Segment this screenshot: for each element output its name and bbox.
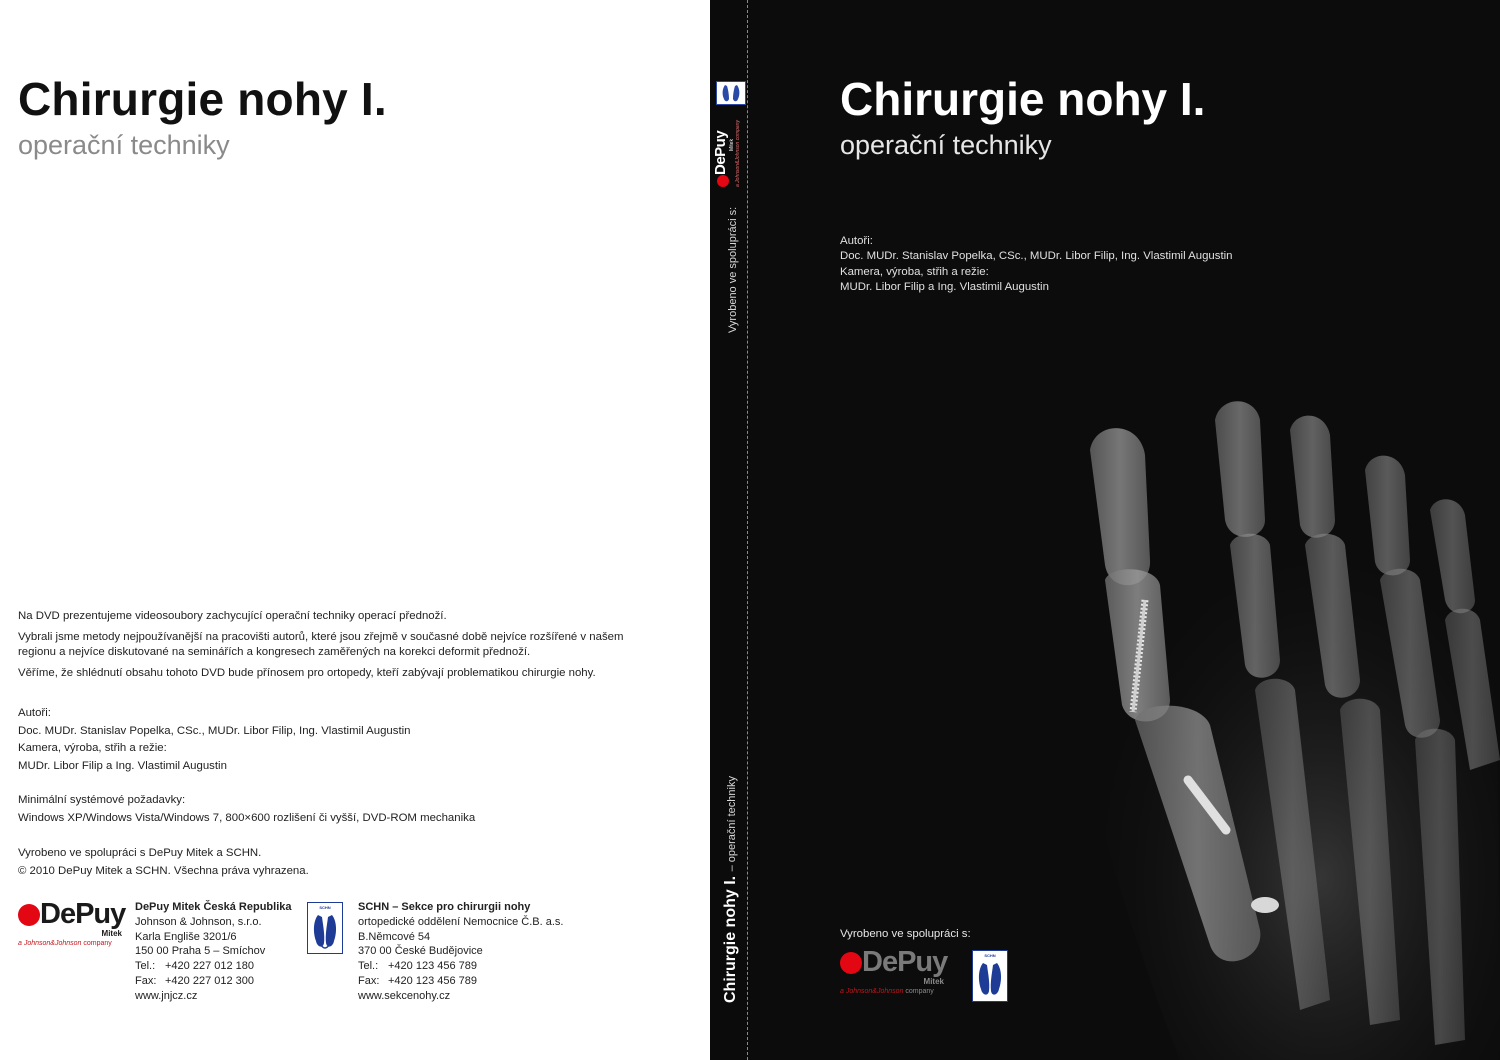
address-tel: Tel.: +420 227 012 180	[135, 960, 255, 973]
back-title: Chirurgie nohy I.	[18, 73, 387, 125]
address-head: DePuy Mitek Česká Republika	[135, 901, 292, 913]
front-title: Chirurgie nohy I.	[840, 73, 1206, 125]
mitek-label: Mitek	[923, 977, 944, 986]
intro-paragraph: Věříme, že shlédnutí obsahu tohoto DVD bude přínosem pro ortopedy, kteří zabývají problematikou chirurgie nohy.	[18, 667, 596, 679]
spine-title	[722, 776, 740, 1003]
depuy-logo	[18, 898, 128, 960]
depuy-address	[135, 900, 292, 1004]
depuy-wordmark: DePuy	[712, 130, 729, 175]
system-requirements	[18, 792, 658, 827]
requirements-label: Minimální systémové požadavky:	[18, 794, 186, 806]
spine-title-main: Chirurgie nohy I.	[722, 875, 739, 1003]
camera-label: Kamera, výroba, střih a režie:	[840, 266, 989, 279]
copyright: © 2010 DePuy Mitek a SCHN. Všechna práva vyhrazena.	[18, 864, 309, 877]
produced-note: Vyrobeno ve spolupráci s DePuy Mitek a SCHN.	[18, 847, 262, 859]
address-line: B.Němcové 54	[358, 930, 431, 943]
address-line: Karla Engliše 3201/6	[135, 930, 237, 943]
back-intro	[18, 609, 658, 687]
front-credits	[840, 234, 1232, 294]
authors: Doc. MUDr. Stanislav Popelka, CSc., MUDr. Libor Filip, Ing. Vlastimil Augustin	[18, 724, 411, 737]
front-subtitle: operační techniky	[840, 130, 1052, 160]
depuy-wordmark: DePuy	[862, 946, 948, 978]
schn-logo	[307, 902, 343, 954]
mitek-label: Mitek	[729, 139, 735, 151]
address-tel: Tel.: +420 123 456 789	[358, 960, 478, 973]
address-web: www.sekcenohy.cz	[358, 989, 451, 1002]
authors-label: Autoři:	[18, 707, 51, 719]
schn-logo-text: SCHN	[319, 905, 331, 910]
depuy-dot-icon	[717, 175, 729, 187]
camera: MUDr. Libor Filip a Ing. Vlastimil Augustin	[18, 759, 227, 772]
camera-label: Kamera, výroba, střih a režie:	[18, 742, 167, 755]
copyright-block	[18, 845, 658, 880]
schn-logo-text: SCHN	[984, 953, 996, 958]
spine-depuy-logo	[712, 120, 748, 187]
depuy-wordmark: DePuy	[40, 898, 126, 930]
address-fax: Fax: +420 227 012 300	[135, 974, 255, 987]
spine-schn-logo	[716, 81, 746, 105]
requirements: Windows XP/Windows Vista/Windows 7, 800×600 rozlišení či vyšší, DVD-ROM mechanika	[18, 811, 476, 824]
authors-label: Autoři:	[840, 235, 873, 247]
authors: Doc. MUDr. Stanislav Popelka, CSc., MUDr. Libor Filip, Ing. Vlastimil Augustin	[840, 249, 1233, 262]
depuy-dot-icon	[18, 904, 40, 926]
address-line: 150 00 Praha 5 – Smíchov	[135, 945, 266, 958]
jj-company-line: a Johnson&Johnson company	[18, 940, 112, 947]
schn-address	[358, 900, 563, 1004]
front-coop-text: Vyrobeno ve spolupráci s:	[840, 928, 971, 940]
back-cover	[0, 0, 710, 1060]
camera: MUDr. Libor Filip a Ing. Vlastimil Augustin	[840, 280, 1049, 293]
intro-paragraph: Vybrali jsme metody nejpoužívanější na pracovišti autorů, které jsou zřejmě v současné době nejvíce rozšířené v našem regionu a nejvíce diskutované na seminářích a kongresech zaměřených na korekci deformit přednoží.	[18, 631, 624, 658]
jj-company-line: a Johnson&Johnson company	[840, 988, 934, 995]
address-line: ortopedické oddělení Nemocnice Č.B. a.s.	[358, 915, 564, 928]
address-head: SCHN – Sekce pro chirurgii nohy	[358, 901, 531, 913]
intro-paragraph: Na DVD prezentujeme videosoubory zachycující operační techniky operací přednoží.	[18, 610, 447, 622]
address-line: Johnson & Johnson, s.r.o.	[135, 915, 262, 928]
front-schn-logo	[972, 950, 1008, 1002]
front-cover	[760, 0, 1500, 1060]
front-depuy-logo	[840, 946, 950, 1004]
back-subtitle: operační techniky	[18, 130, 230, 160]
mitek-label: Mitek	[101, 929, 122, 938]
address-line: 370 00 České Budějovice	[358, 945, 483, 958]
depuy-dot-icon	[840, 952, 862, 974]
address-web: www.jnjcz.cz	[135, 989, 198, 1002]
jj-company-line: a Johnson&Johnson company	[735, 120, 741, 187]
foot-icon	[717, 82, 745, 104]
foot-icon	[309, 911, 341, 953]
back-credits	[18, 705, 658, 775]
spine-coop-text: Vyrobeno ve spolupráci s:	[727, 206, 739, 333]
foot-icon	[974, 959, 1006, 1001]
spine-title-sub: – operační techniky	[726, 776, 738, 872]
address-fax: Fax: +420 123 456 789	[358, 974, 478, 987]
